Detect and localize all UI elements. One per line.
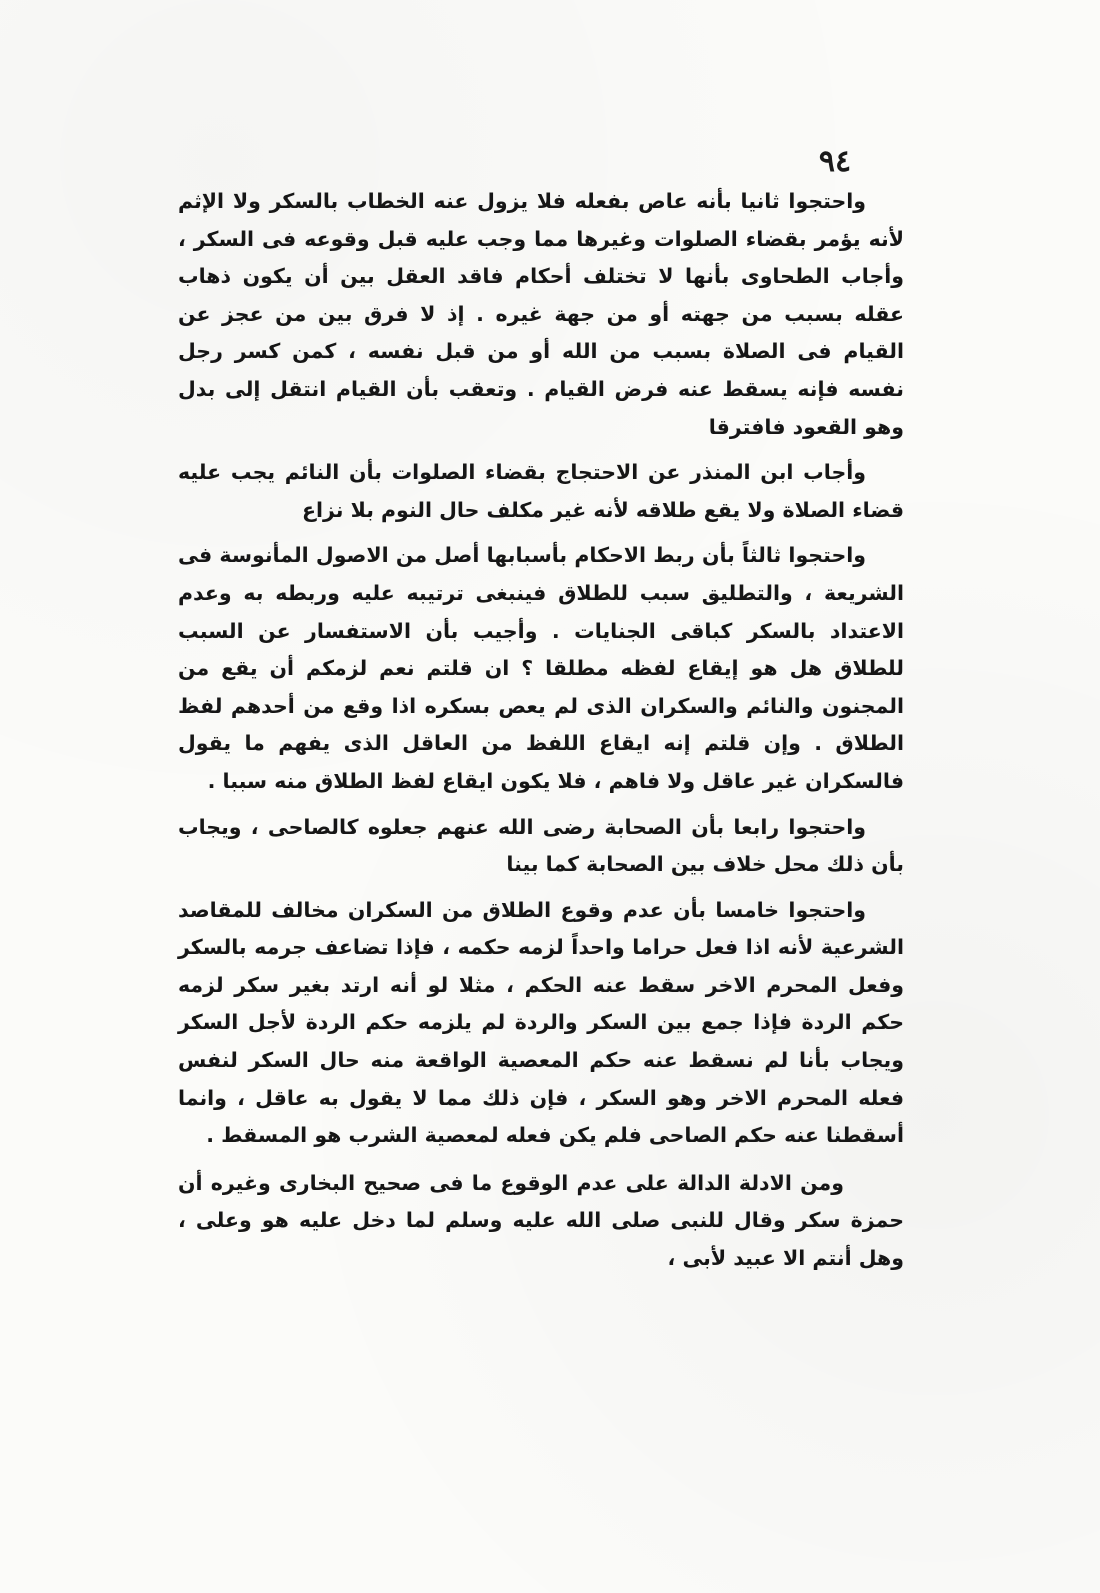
page-number: ٩٤ xyxy=(818,144,852,179)
body-text xyxy=(178,183,904,1278)
paragraph-evidence-bukhari: ومن الادلة الدالة على عدم الوقوع ما فى صحيح البخارى وغيره أن حمزة سكر وقال للنبى صلى الله عليه وسلم لما دخل عليه هو وعلى ، وهل أنتم الا عبيد لأبى ، xyxy=(178,1170,904,1271)
paragraph-fourth-argument: واحتجوا رابعا بأن الصحابة رضى الله عنهم جعلوه كالصاحى ، ويجاب بأن ذلك محل خلاف بين الصحابة كما بينا xyxy=(178,814,904,877)
paragraph-second-argument: واحتجوا ثانيا بأنه عاص بفعله فلا يزول عنه الخطاب بالسكر ولا الإثم لأنه يؤمر بقضاء الصلوات وغيرها مما وجب عليه قبل وقوعه فى السكر ، وأجاب الطحاوى بأنها لا تختلف أحكام فاقد العقل بين أن يكون ذهاب عقله بسبب من جهته أو من جهة غيره . إذ لا فرق بين من عجز عن القيام فى الصلاة بسبب من الله أو من قبل نفسه ، كمن كسر رجل نفسه فإنه يسقط عنه فرض القيام . وتعقب بأن القيام انتقل إلى بدل وهو القعود فافترقا xyxy=(178,189,904,439)
paragraph-fifth-argument: واحتجوا خامسا بأن عدم وقوع الطلاق من السكران مخالف للمقاصد الشرعية لأنه اذا فعل حراما واحداً لزمه حكمه ، فإذا تضاعف جرمه بالسكر وفعل المحرم الاخر سقط عنه الحكم ، مثلا لو أنه ارتد بغير سكر لزمه حكم الردة فإذا جمع بين السكر والردة لم يلزمه حكم الردة لأجل السكر ويجاب بأنا لم نسقط عنه حكم المعصية الواقعة منه حال السكر لنفس فعله المحرم الاخر وهو السكر ، فإن ذلك مما لا يقول به عاقل ، وانما أسقطنا عنه حكم الصاحى فلم يكن فعله لمعصية الشرب هو المسقط . xyxy=(178,897,904,1148)
paragraph-third-argument: واحتجوا ثالثاً بأن ربط الاحكام بأسبابها أصل من الاصول المأنوسة فى الشريعة ، والتطليق سبب للطلاق فينبغى ترتيبه عليه وربطه به وعدم الاعتداد بالسكر كباقى الجنايات . وأجيب بأن الاستفسار عن السبب للطلاق هل هو إيقاع لفظه مطلقا ؟ ان قلتم نعم لزمكم أن يقع من المجنون والنائم والسكران الذى لم يعص بسكره اذا وقع من أحدهم لفظ الطلاق . وإن قلتم إنه ايقاع اللفظ من العاقل الذى يفهم ما يقول فالسكران غير عاقل ولا فاهم ، فلا يكون ايقاع لفظ الطلاق منه سببا . xyxy=(178,543,904,793)
paragraph-ibn-almundhir-reply: وأجاب ابن المنذر عن الاحتجاج بقضاء الصلوات بأن النائم يجب عليه قضاء الصلاة ولا يقع طلاقه لأنه غير مكلف حال النوم بلا نزاع xyxy=(178,460,904,522)
